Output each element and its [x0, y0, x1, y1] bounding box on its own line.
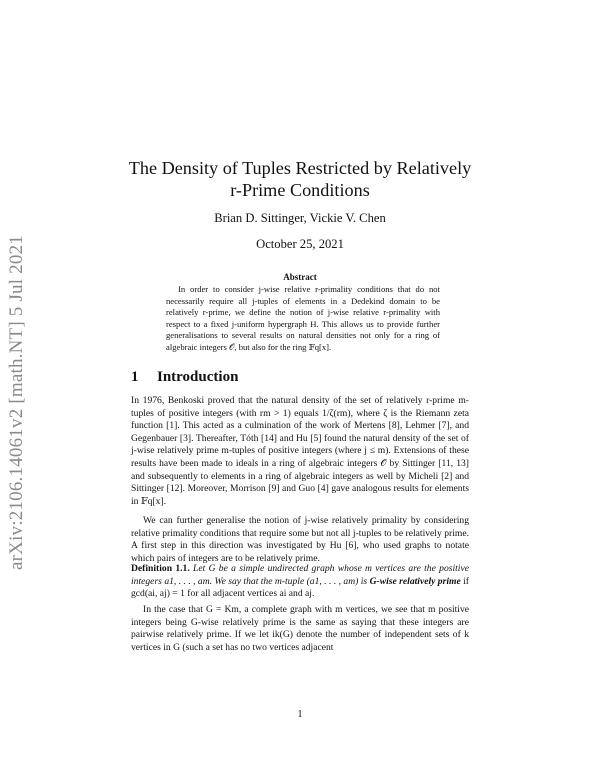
paragraph-3: In the case that G = Km, a complete graph with m vertices, we see that m positive integers being G-wise relatively prime is the same as saying that these integers are pairwise relatively prime. If we let ik(G) denote the number of independent sets of k vertices in G (such a set has no two vertices adjacent [131, 604, 469, 653]
definition-text-before: Let G be a simple undirected graph whose m vertices are the positive integers a1, . . . , am. We say that the m-tuple (a1, . . . , am) is [131, 563, 469, 587]
definition-label: Definition 1.1. [131, 563, 190, 574]
section-number: 1 [131, 369, 139, 385]
authors: Brian D. Sittinger, Vickie V. Chen [214, 211, 386, 225]
section-title: Introduction [157, 369, 239, 385]
paper-title [0, 157, 600, 201]
arxiv-identifier: arXiv:2106.14061v2 [math.NT] 5 Jul 2021 [6, 235, 27, 570]
title-line-2: r-Prime Conditions [230, 180, 370, 200]
definition-1-1 [131, 563, 469, 601]
definition-text-after: if gcd(ai, aj) = 1 for all adjacent vertices ai and aj. [131, 575, 470, 600]
definition-term: G-wise relatively prime [369, 575, 461, 587]
abstract-heading: Abstract [283, 272, 317, 282]
title-line-1: The Density of Tuples Restricted by Relatively [128, 158, 472, 178]
paragraph-1: In 1976, Benkoski proved that the natural density of the set of relatively r-prime m-tuples of positive integers (with rm > 1) equals 1/ζ(rm), where ζ is the Riemann zeta function [1]. This acted as a culmination of the work of Mertens [8], Lehmer [7], and Gegenbauer [3]. Thereafter, Tóth [14] and Hu [5] found the natural density of the set of j-wise relatively prime m-tuples of positive integers (where j ≤ m). Extensions of these results have been made to ideals in a ring of algebraic integers 𝒪 by Sittinger [11, 13] and subsequently to elements in a ring of algebraic integers as well by Micheli [2] and Sittinger [12]. Moreover, Morrison [9] and Guo [4] gave analogous results for elements in 𝔽q[x]. [131, 395, 469, 507]
date: October 25, 2021 [256, 237, 344, 251]
section-heading [131, 369, 238, 386]
paragraph-2: We can further generalise the notion of j-wise relatively primality by considering relative primality conditions that require some but not all j-tuples to be relatively prime. A first step in this direction was investigated by Hu [6], who used graphs to notate which pairs of integers are to be relatively prime. [131, 515, 469, 564]
abstract-text: In order to consider j-wise relative r-primality conditions that do not necessarily require all j-tuples of elements in a Dedekind domain to be relatively r-prime, we define the notion of j-wise relative r-primality with respect to a fixed j-uniform hypergraph H. This allows us to provide further generalisations to several results on natural densities not only for a ring of algebraic integers 𝒪, but also for the ring 𝔽q[x]. [166, 284, 440, 352]
page-number: 1 [297, 709, 303, 720]
